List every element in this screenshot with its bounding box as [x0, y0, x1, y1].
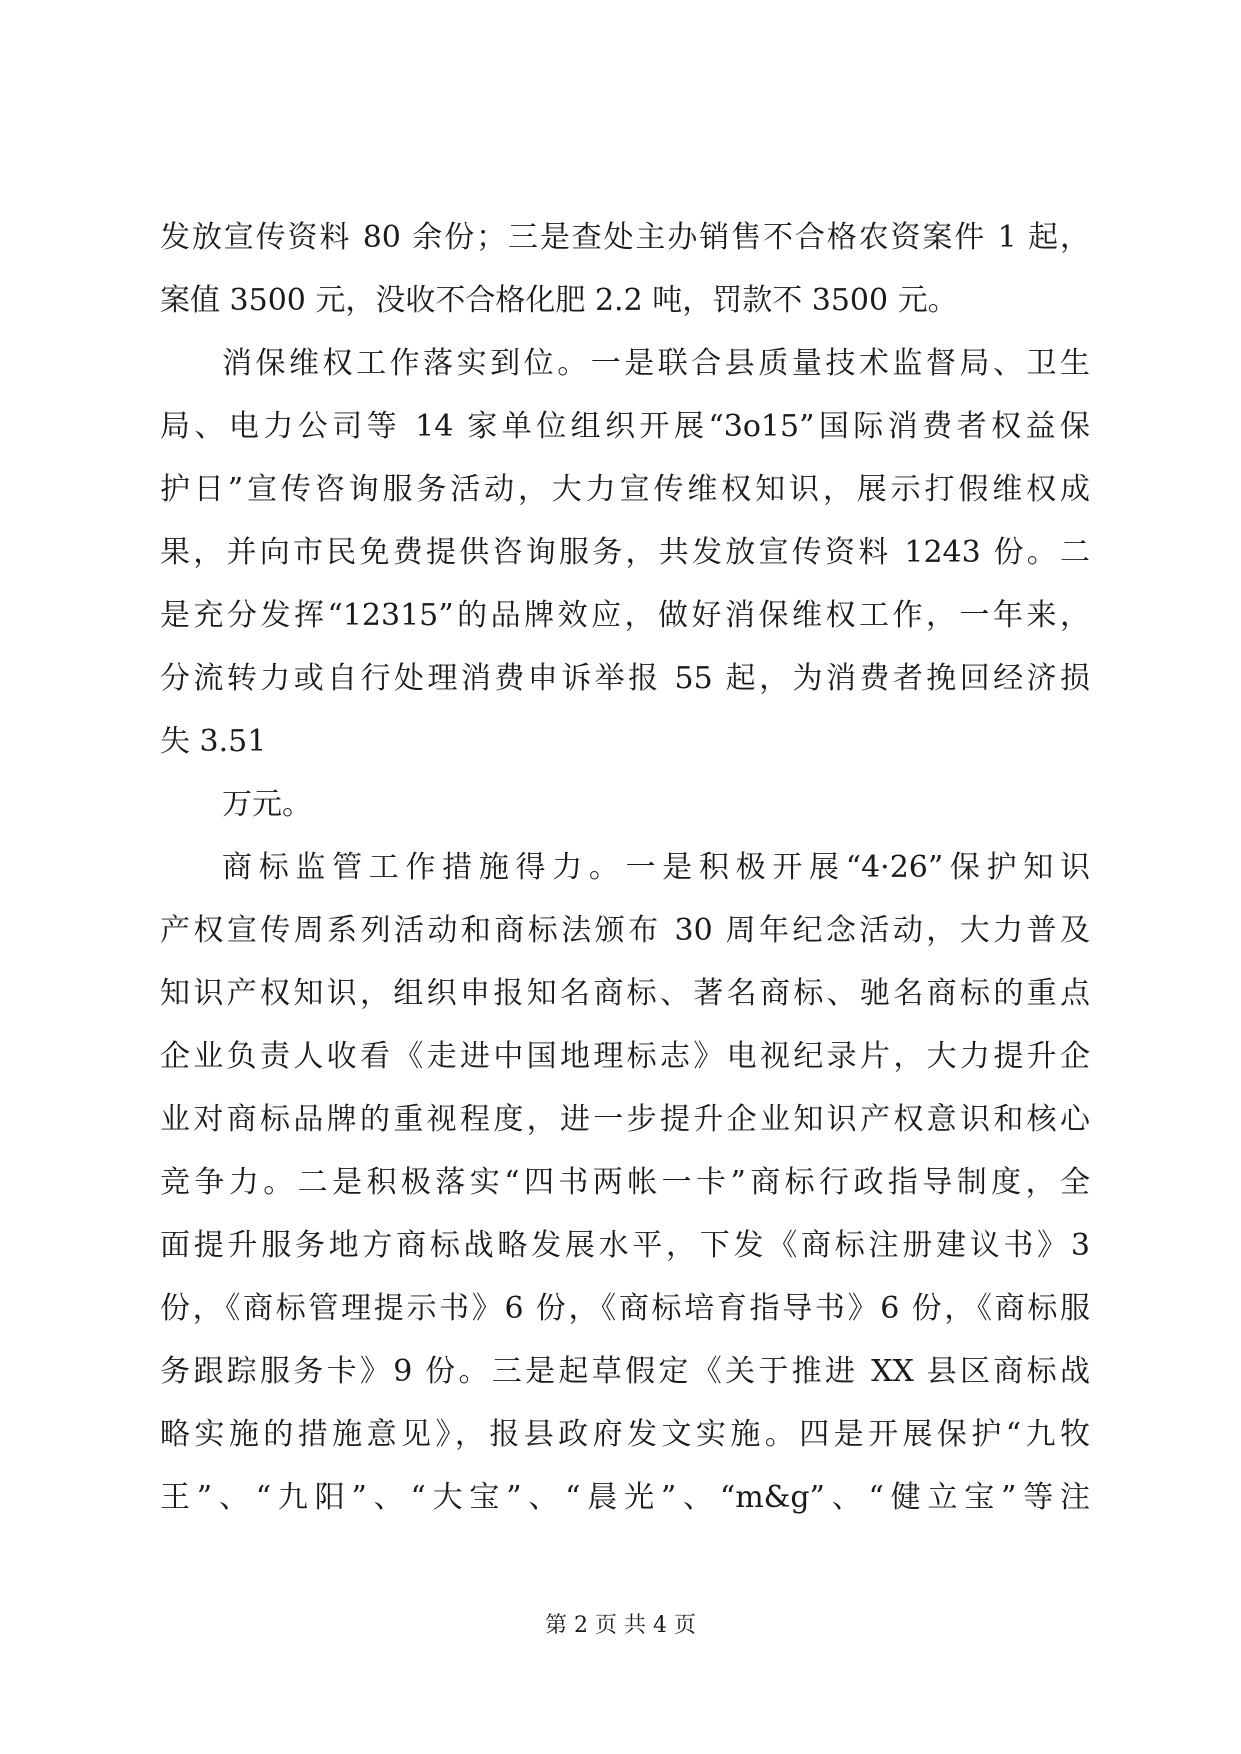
text-line: 份，《商标管理提示书》6 份，《商标培育指导书》6 份，《商标服 — [160, 1291, 1090, 1326]
text-line: 护日”宣传咨询服务活动，大力宣传维权知识，展示打假维权成 — [160, 472, 1090, 507]
text-line: 企业负责人收看《走进中国地理标志》电视纪录片，大力提升企 — [160, 1039, 1090, 1074]
text-line: 面提升服务地方商标战略发展水平，下发《商标注册建议书》3 — [160, 1228, 1090, 1263]
text-line: 知识产权知识，组织申报知名商标、著名商标、驰名商标的重点 — [160, 976, 1090, 1011]
text-line: 产权宣传周系列活动和商标法颁布 30 周年纪念活动，大力普及 — [160, 913, 1090, 948]
text-line: 失 3.51 — [160, 724, 267, 759]
text-line: 略实施的措施意见》，报县政府发文实施。四是开展保护“九牧 — [160, 1417, 1090, 1452]
text-line: 王”、“九阳”、“大宝”、“晨光”、“m&g”、“健立宝”等注 — [160, 1480, 1090, 1515]
text-line: 局、电力公司等 14 家单位组织开展“3o15”国际消费者权益保 — [160, 409, 1090, 444]
page-footer: 第 2 页 共 4 页 — [545, 1613, 696, 1638]
text-line: 商标监管工作措施得力。一是积极开展“4·26”保护知识 — [222, 850, 1090, 885]
text-line: 业对商标品牌的重视程度，进一步提升企业知识产权意识和核心 — [160, 1102, 1090, 1137]
text-line: 竞争力。二是积极落实“四书两帐一卡”商标行政指导制度，全 — [160, 1165, 1090, 1200]
text-line: 万元。 — [222, 787, 312, 822]
text-line: 果，并向市民免费提供咨询服务，共发放宣传资料 1243 份。二 — [160, 535, 1090, 570]
text-line: 消保维权工作落实到位。一是联合县质量技术监督局、卫生 — [222, 346, 1090, 381]
text-line: 案值 3500 元，没收不合格化肥 2.2 吨，罚款不 3500 元。 — [160, 283, 958, 318]
text-line: 发放宣传资料 80 余份；三是查处主办销售不合格农资案件 1 起， — [160, 220, 1090, 255]
body-text — [160, 206, 1090, 1529]
text-line: 分流转力或自行处理消费申诉举报 55 起，为消费者挽回经济损 — [160, 661, 1090, 696]
text-line: 是充分发挥“12315”的品牌效应，做好消保维权工作，一年来， — [160, 598, 1090, 633]
text-line: 务跟踪服务卡》9 份。三是起草假定《关于推进 XX 县区商标战 — [160, 1354, 1090, 1389]
